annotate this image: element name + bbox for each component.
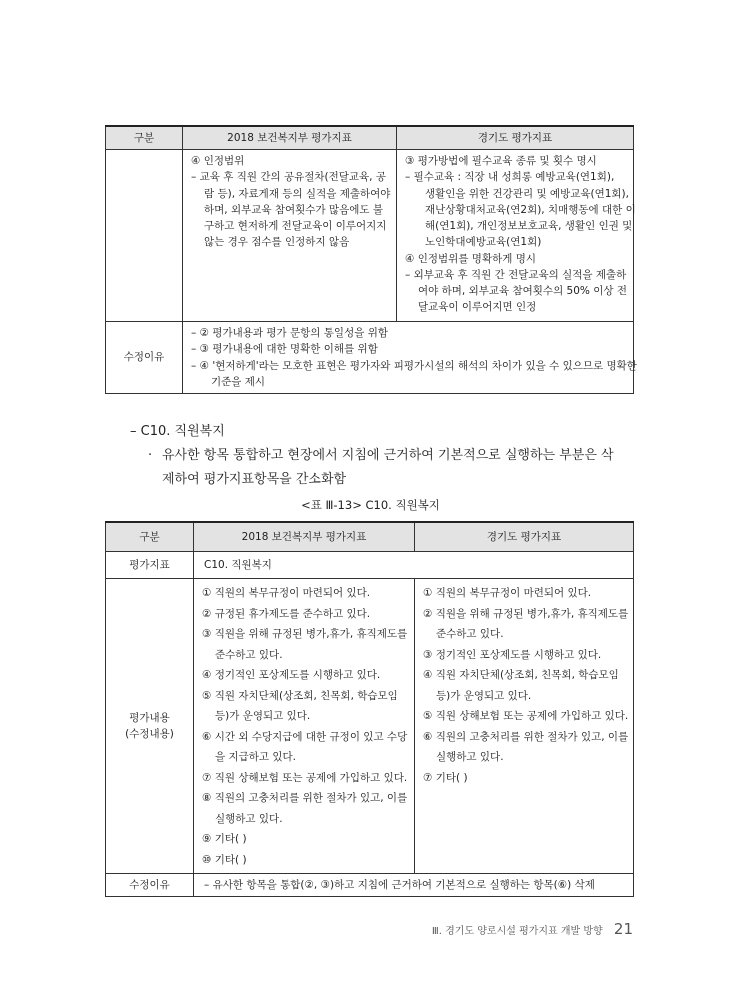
table2-left-cell <box>194 579 415 874</box>
table2-reason-cell <box>194 874 634 897</box>
text-line: 재난상황대처교육(연2회), 치매행동에 대한 이 <box>425 203 636 216</box>
text-line: 기준을 제시 <box>211 375 266 388</box>
text-line: ⑧ 직원의 고충처리를 위한 절차가 있고, 이를 <box>202 792 408 804</box>
section-bullet-line2: 제하여 평가지표항목을 간소화함 <box>162 472 347 487</box>
text-line: 을 지급하고 있다. <box>215 751 297 763</box>
text-line: ① 직원의 복무규정이 마련되어 있다. <box>202 587 371 599</box>
table2-content-label <box>106 579 194 874</box>
text-line: ⑥ 시간 외 수당지급에 대한 규정이 있고 수당 <box>202 730 408 743</box>
text-line: ⑦ 직원 상해보험 또는 공제에 가입하고 있다. <box>202 771 408 784</box>
table2-indicator-label: 평가지표 <box>106 552 194 579</box>
table2-content-label-2: (수정내용) <box>125 728 174 740</box>
text-line: 실행하고 있다. <box>215 812 283 825</box>
table2-right-cell <box>415 579 634 874</box>
page-number: 21 <box>613 920 633 938</box>
section-heading: – C10. 직원복지 <box>130 424 225 439</box>
table1-header-2018: 2018 보건복지부 평가지표 <box>183 126 397 150</box>
text-line: ④ 인정범위를 명확하게 명시 <box>405 252 536 265</box>
text-line: ③ 평가방법에 필수교육 종류 및 횟수 명시 <box>405 155 597 167</box>
table2-caption: <표 Ⅲ-13> C10. 직원복지 <box>301 498 440 512</box>
text-line: ② 직원을 위해 규정된 병가,휴가, 휴직제도를 <box>423 607 629 620</box>
table1-header-gyeonggi: 경기도 평가지표 <box>397 126 634 150</box>
text-line: ④ 정기적인 포상제도를 시행하고 있다. <box>202 669 381 681</box>
table1-right-lines <box>397 150 636 319</box>
table1-row1-left-cell <box>183 150 397 322</box>
table-training-criteria <box>105 125 637 394</box>
text-line: ⑩ 기타( ) <box>202 853 247 866</box>
text-line: ⑥ 직원의 고충처리를 위한 절차가 있고, 이를 <box>423 730 629 743</box>
text-line: ⑦ 기타( ) <box>423 771 468 784</box>
text-line: ⑤ 직원 상해보험 또는 공제에 가입하고 있다. <box>423 710 629 722</box>
bullet-dot: · <box>148 448 153 463</box>
section-bullet-row1 <box>148 444 638 468</box>
table2-header-category: 구분 <box>106 522 194 552</box>
text-line: – 필수교육 : 직장 내 성희롱 예방교육(연1회), <box>405 171 615 184</box>
text-line: 실행하고 있다. <box>436 751 504 763</box>
page-footer <box>400 920 633 938</box>
table1-reason-label: 수정이유 <box>106 322 183 394</box>
text-line: 않는 경우 점수를 인정하지 않음 <box>204 236 350 249</box>
table-staff-welfare <box>105 521 634 897</box>
section-bullet-line1: 유사한 항목 통합하고 현장에서 지침에 근거하여 기본적으로 실행하는 부분은 삭 <box>162 448 614 463</box>
table1-row1-label <box>106 150 183 322</box>
text-line: ⑨ 기타( ) <box>202 833 247 845</box>
text-line: 노인학대예방교육(연1회) <box>425 236 542 249</box>
text-line: 등)가 운영되고 있다. <box>436 689 532 702</box>
text-line: ① 직원의 복무규정이 마련되어 있다. <box>423 587 592 599</box>
text-line: – ④ '현저하게'라는 모호한 표현은 평가자와 피평가시설의 해석의 차이가 있을 수 있으므로 명확한 <box>191 359 637 372</box>
table2-left-lines <box>194 579 414 873</box>
text-line: 준수하고 있다. <box>215 648 283 661</box>
text-line: – ② 평가내용과 평가 문항의 통일성을 위함 <box>191 327 388 339</box>
text-line: 구하고 현저하게 전달교육이 이루어지지 <box>204 220 387 233</box>
text-line: – ③ 평가내용에 대한 명확한 이해를 위함 <box>191 343 378 356</box>
text-line: – 외부교육 후 직원 간 전달교육의 실적을 제출하 <box>405 268 627 281</box>
text-line: 해(연1회), 개인정보보호교육, 생활인 인권 및 <box>425 220 633 233</box>
table1-reason-cell <box>183 322 637 394</box>
section-bullet <box>148 444 638 492</box>
table1-left-lines <box>183 150 396 254</box>
table2-right-lines <box>415 579 633 791</box>
text-line: 준수하고 있다. <box>436 628 504 640</box>
table2-reason-label: 수정이유 <box>106 874 194 897</box>
text-line: 등)가 운영되고 있다. <box>215 710 311 722</box>
table2-content-label-1: 평가내용 <box>129 711 170 724</box>
text-line: 생활인을 위한 건강관리 및 예방교육(연1회), <box>425 187 629 200</box>
text-line: ④ 직원 자치단체(상조회, 친목회, 학습모임 <box>423 669 619 681</box>
table1-header-category: 구분 <box>106 126 183 150</box>
table2-header-gyeonggi: 경기도 평가지표 <box>415 522 634 552</box>
table1-row1-right-cell <box>397 150 634 322</box>
text-line: 여야 하며, 외부교육 참여횟수의 50% 이상 전 <box>418 285 627 298</box>
table2-reason-text: – 유사한 항목을 통합(②, ③)하고 지침에 근거하여 기본적으로 실행하는 항목(⑥) 삭제 <box>204 878 595 891</box>
text-line: ③ 정기적인 포상제도를 시행하고 있다. <box>423 648 602 661</box>
table1-reason-lines <box>183 322 637 393</box>
text-line: – 교육 후 직원 간의 공유절차(전달교육, 공 <box>191 171 386 184</box>
table2-indicator-cell <box>194 552 634 579</box>
table2-indicator-value: C10. 직원복지 <box>204 558 272 571</box>
text-line: 하며, 외부교육 참여횟수가 많음에도 불 <box>204 203 383 216</box>
table2-header-2018: 2018 보건복지부 평가지표 <box>194 522 415 552</box>
text-line: ② 규정된 휴가제도를 준수하고 있다. <box>202 607 371 620</box>
text-line: 달교육이 이루어지면 인정 <box>418 301 537 314</box>
text-line: ③ 직원을 위해 규정된 병가,휴가, 휴직제도를 <box>202 628 408 640</box>
text-line: 람 등), 자료게재 등의 실적을 제출하여야 <box>204 187 391 200</box>
text-line: ⑤ 직원 자치단체(상조회, 친목회, 학습모임 <box>202 689 398 702</box>
footer-chapter: Ⅲ. 경기도 양로시설 평가지표 개발 방향 <box>431 926 603 937</box>
text-line: ④ 인정범위 <box>191 155 245 167</box>
